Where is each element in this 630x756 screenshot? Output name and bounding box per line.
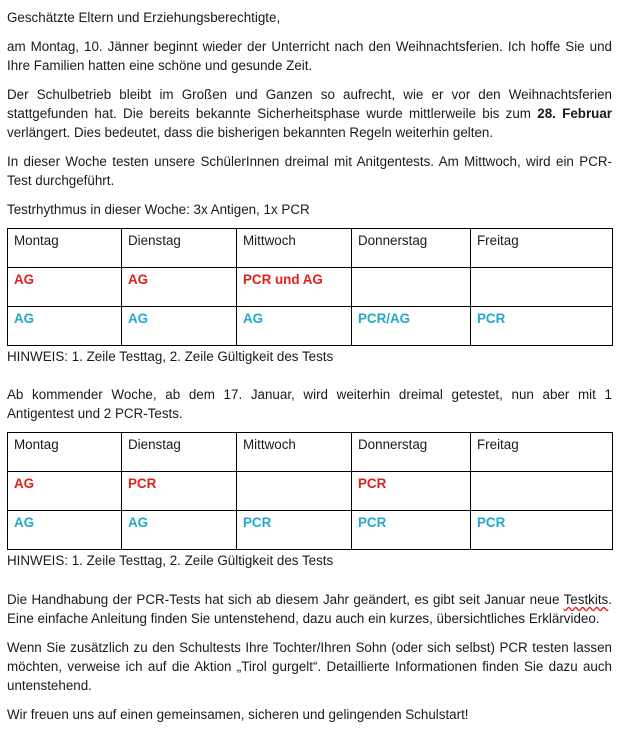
header-cell: Donnerstag bbox=[352, 433, 471, 472]
paragraph-pcr-handling bbox=[7, 590, 612, 628]
date-highlight: 28. Februar bbox=[537, 106, 612, 121]
header-cell: Freitag bbox=[471, 229, 613, 268]
validity-cell: PCR bbox=[352, 511, 471, 550]
table-row-validity bbox=[8, 511, 613, 550]
test-day-cell: PCR bbox=[122, 472, 237, 511]
header-cell: Mittwoch bbox=[237, 433, 352, 472]
spellcheck-word: Testkits bbox=[563, 592, 609, 607]
header-cell: Dienstag bbox=[122, 433, 237, 472]
table-header-row bbox=[8, 433, 613, 472]
paragraph-school-operation-text-end: verlängert. Dies bedeutet, dass die bisherigen bekannten Regeln weiterhin gelten. bbox=[7, 125, 494, 140]
header-cell: Donnerstag bbox=[352, 229, 471, 268]
validity-cell: AG bbox=[122, 511, 237, 550]
validity-cell: AG bbox=[237, 307, 352, 346]
table-header-row bbox=[8, 229, 613, 268]
test-day-cell: AG bbox=[8, 472, 122, 511]
validity-cell: PCR bbox=[237, 511, 352, 550]
validity-cell: AG bbox=[8, 307, 122, 346]
table-hint: HINWEIS: 1. Zeile Testtag, 2. Zeile Gültigkeit des Tests bbox=[7, 349, 334, 364]
letter-document bbox=[7, 8, 612, 724]
test-day-cell bbox=[352, 268, 471, 307]
validity-cell: AG bbox=[8, 511, 122, 550]
table-row-test-day bbox=[8, 472, 613, 511]
greeting: Geschätzte Eltern und Erziehungsberechtigte, bbox=[7, 10, 281, 25]
paragraph-next-week: Ab kommender Woche, ab dem 17. Januar, wird weiterhin dreimal getestet, nun aber mit 1 Antigentest und 2 PCR-Tests. bbox=[7, 387, 612, 421]
test-day-cell: PCR und AG bbox=[237, 268, 352, 307]
paragraph-tirol-gurgelt: Wenn Sie zusätzlich zu den Schultests Ihre Tochter/Ihren Sohn (oder sich selbst) PCR testen lassen möchten, verweise ich auf die Aktion „Tirol gurgelt“. Detaillierte Informationen finden Sie dazu auch untenstehend. bbox=[7, 640, 612, 693]
test-day-cell: AG bbox=[8, 268, 122, 307]
validity-cell: AG bbox=[122, 307, 237, 346]
test-day-cell: AG bbox=[122, 268, 237, 307]
header-cell: Dienstag bbox=[122, 229, 237, 268]
test-schedule-table-1 bbox=[7, 228, 613, 346]
test-day-cell bbox=[471, 268, 613, 307]
closing-line: Wir freuen uns auf einen gemeinsamen, sicheren und gelingenden Schulstart! bbox=[7, 707, 469, 722]
validity-cell: PCR/AG bbox=[352, 307, 471, 346]
test-schedule-table-2 bbox=[7, 432, 613, 550]
header-cell: Freitag bbox=[471, 433, 613, 472]
header-cell: Montag bbox=[8, 229, 122, 268]
paragraph-school-operation-text: Der Schulbetrieb bleibt im Großen und Ganzen so aufrecht, wie er vor den Weihnachtsferien stattgefunden hat. Die bereits bekannte Sicherheitsphase wurde mittlerweile bis zum bbox=[7, 87, 612, 121]
header-cell: Montag bbox=[8, 433, 122, 472]
paragraph-intro: am Montag, 10. Jänner beginnt wieder der Unterricht nach den Weihnachtsferien. Ich hoffe Sie und Ihre Familien hatten eine schöne und gesunde Zeit. bbox=[7, 39, 612, 73]
validity-cell: PCR bbox=[471, 511, 613, 550]
validity-cell: PCR bbox=[471, 307, 613, 346]
paragraph-testing-week: In dieser Woche testen unsere SchülerInnen dreimal mit Anitgentests. Am Mittwoch, wird ein PCR-Test durchgeführt. bbox=[7, 154, 612, 188]
paragraph-pcr-handling-text-end: . Eine einfache Anleitung finden Sie untenstehend, dazu auch ein kurzes, übersichtliches Erklärvideo. bbox=[7, 592, 612, 626]
paragraph-pcr-handling-text: Die Handhabung der PCR-Tests hat sich ab diesem Jahr geändert, es gibt seit Januar neue bbox=[7, 592, 564, 607]
table-hint: HINWEIS: 1. Zeile Testtag, 2. Zeile Gültigkeit des Tests bbox=[7, 553, 334, 568]
test-rhythm: Testrhythmus in dieser Woche: 3x Antigen, 1x PCR bbox=[7, 202, 310, 217]
test-day-cell bbox=[237, 472, 352, 511]
header-cell: Mittwoch bbox=[237, 229, 352, 268]
table-row-test-day bbox=[8, 268, 613, 307]
table-row-validity bbox=[8, 307, 613, 346]
test-day-cell: PCR bbox=[352, 472, 471, 511]
paragraph-school-operation bbox=[7, 85, 612, 142]
test-day-cell bbox=[471, 472, 613, 511]
